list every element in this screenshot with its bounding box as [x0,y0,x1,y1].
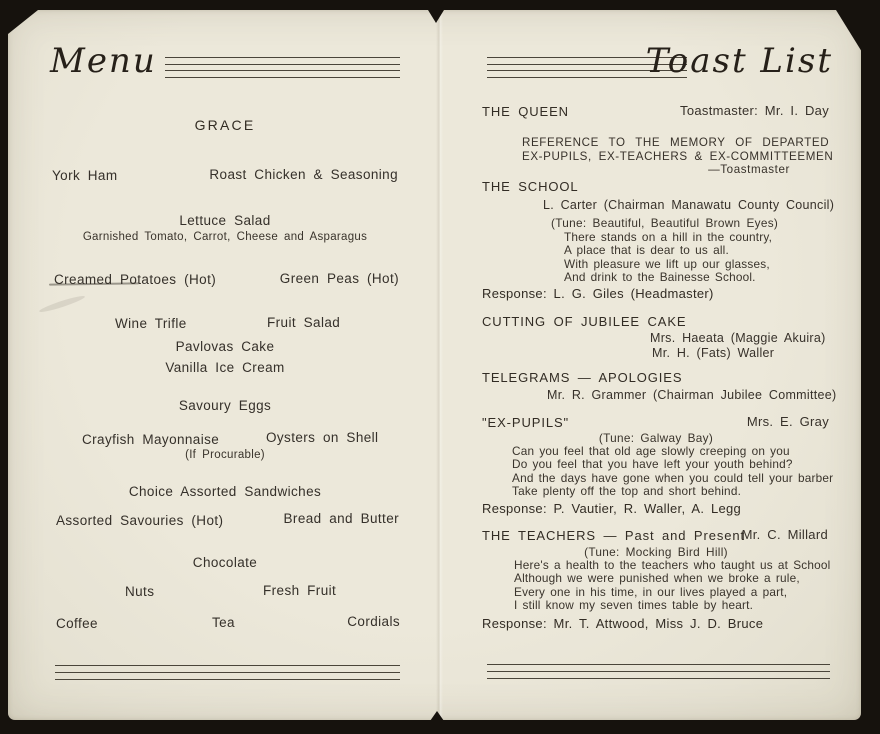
menu-header-rules [165,57,400,83]
menu-item-tea: Tea [212,615,235,630]
verse-line: A place that is dear to us all. [564,243,729,258]
menu-item-bread-and-butter: Bread and Butter [283,511,399,526]
menu-item-savoury-eggs: Savoury Eggs [178,398,272,413]
menu-item-pavlovas-cake: Pavlovas Cake [175,339,275,354]
menu-item-nuts: Nuts [125,584,155,599]
menu-item-lettuce-garnish: Garnished Tomato, Carrot, Cheese and Asparagus [82,231,368,243]
toast-expupils-speaker: Mrs. E. Gray [746,414,829,429]
menu-item-lettuce-salad: Lettuce Salad [179,213,271,228]
toast-school-tune: (Tune: Beautiful, Beautiful Brown Eyes) [551,216,779,230]
toast-cake-person1: Mrs. Haeata (Maggie Akuira) [650,331,826,345]
verse-line: And drink to the Bainesse School. [564,270,756,285]
menu-item-oysters-note: (If Procurable) [185,449,265,461]
verse-line: Take plenty off the top and short behind. [512,484,742,499]
toast-teachers-tune: (Tune: Mocking Bird Hill) [584,545,728,559]
toast-cake-person2: Mr. H. (Fats) Waller [652,346,775,360]
menu-page-title: Menu [50,41,157,81]
toast-telegrams-speaker: Mr. R. Grammer (Chairman Jubilee Committee) [547,388,837,402]
menu-item-oysters-on-shell: Oysters on Shell [266,430,379,445]
toast-cake-heading: CUTTING OF JUBILEE CAKE [482,314,687,329]
toast-teachers-response: Response: Mr. T. Attwood, Miss J. D. Bruce [482,616,764,631]
toast-expupils-response: Response: P. Vautier, R. Waller, A. Legg [482,501,742,516]
toast-telegrams-heading: TELEGRAMS — APOLOGIES [482,370,683,385]
menu-item-crayfish-mayonnaise: Crayfish Mayonnaise [82,432,220,447]
verse-line: There stands on a hill in the country, [564,230,773,244]
toast-page-title: Toast List [645,41,833,81]
toast-expupils-verse [512,445,833,499]
menu-item-creamed-potatoes: Creamed Potatoes (Hot) [54,272,217,287]
menu-item-fresh-fruit: Fresh Fruit [263,583,337,598]
verse-line: Do you feel that you have left your youth behind? [512,457,793,472]
menu-footer-rules [55,665,400,686]
toast-school-heading: THE SCHOOL [482,179,579,194]
menu-item-green-peas: Green Peas (Hot) [279,271,399,286]
memory-reference-line2: EX-PUPILS, EX-TEACHERS & EX-COMMITTEEMEN [522,150,834,163]
verse-line: Here's a health to the teachers who taught us at School [514,558,831,572]
toast-teachers-verse [514,559,831,613]
fold-notch-bottom [430,711,444,721]
menu-item-york-ham: York Ham [52,168,118,183]
toast-queen-heading: THE QUEEN [482,104,569,119]
toast-expupils-heading: "EX-PUPILS" [482,415,570,430]
menu-item-cordials: Cordials [347,614,400,629]
verse-line: Every one in his time, in our lives played a part, [514,584,788,599]
menu-item-wine-trifle: Wine Trifle [115,316,187,331]
verse-line: Although we were punished when we broke a rule, [514,571,800,586]
menu-item-vanilla-ice-cream: Vanilla Ice Cream [165,360,285,375]
memory-reference-line1: REFERENCE TO THE MEMORY OF DEPARTED [522,136,830,149]
toast-footer-rules [487,664,830,685]
toast-queen-toastmaster: Toastmaster: Mr. I. Day [680,103,829,118]
verse-line: With pleasure we lift up our glasses, [564,256,770,271]
memory-reference-credit: —Toastmaster [708,163,790,176]
toast-school-speaker: L. Carter (Chairman Manawatu County Council) [543,198,835,212]
menu-item-coffee: Coffee [56,616,98,631]
verse-line: And the days have gone when you could tell your barber [512,470,834,485]
toast-school-response: Response: L. G. Giles (Headmaster) [482,286,714,301]
toast-teachers-heading: THE TEACHERS — Past and Present [482,528,746,543]
menu-item-roast-chicken: Roast Chicken & Seasoning [209,167,398,182]
menu-item-chocolate: Chocolate [192,555,258,570]
toast-teachers-speaker: Mr. C. Millard [741,527,828,542]
verse-line: Can you feel that old age slowly creeping on you [512,444,790,458]
fold-notch-top [428,10,444,23]
menu-item-assorted-savouries: Assorted Savouries (Hot) [56,513,224,528]
grace-heading: GRACE [194,117,256,133]
toast-school-verse [564,231,772,285]
verse-line: I still know my seven times table by heart. [514,598,754,613]
menu-item-fruit-salad: Fruit Salad [267,315,341,330]
toast-expupils-tune: (Tune: Galway Bay) [598,431,714,445]
fold-crease [436,10,443,720]
menu-item-sandwiches: Choice Assorted Sandwiches [128,484,322,499]
